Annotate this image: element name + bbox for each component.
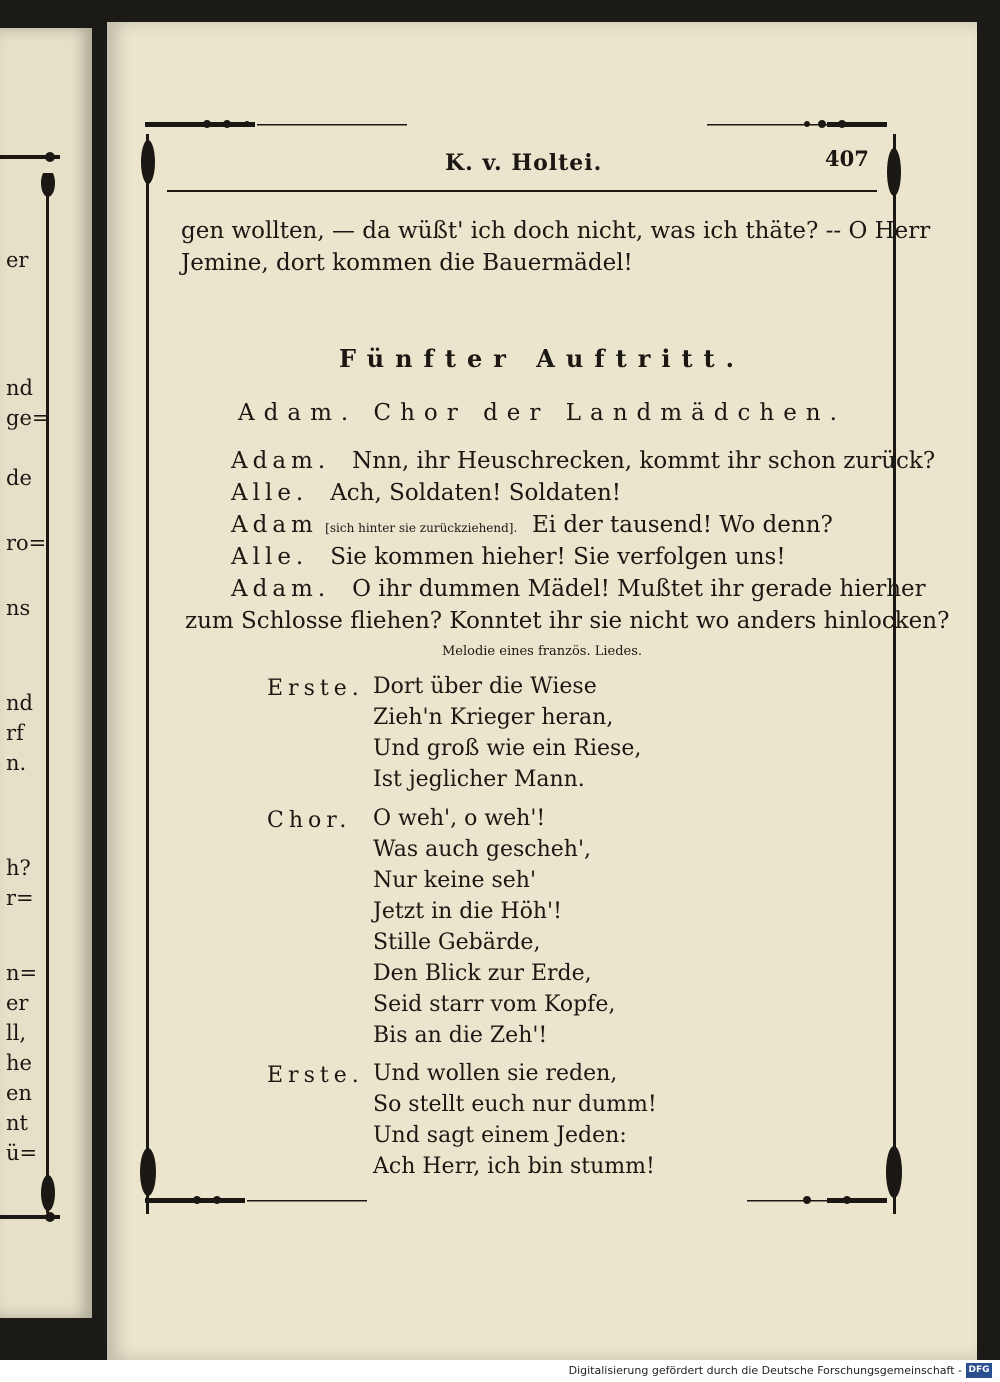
page-number: 407	[825, 146, 869, 171]
left-fragment: rf	[6, 721, 24, 745]
stage-direction: [sich hinter sie zurückziehend].	[325, 521, 518, 535]
left-fragment: ge=	[6, 406, 50, 430]
digitization-footer	[0, 1360, 1000, 1382]
left-fragment: ll,	[6, 1021, 27, 1045]
left-fragment: er	[6, 991, 29, 1015]
speaker-name: Adam.	[231, 448, 331, 474]
dialogue-text: Ach, Soldaten! Soldaten!	[330, 480, 622, 506]
left-fragment: nt	[6, 1111, 28, 1135]
song-line: Ach Herr, ich bin stumm!	[373, 1154, 655, 1179]
song-line: Was auch gescheh',	[373, 837, 591, 862]
scene-characters: Adam. Chor der Landmädchen.	[238, 400, 846, 426]
song-line: O weh', o weh'!	[373, 806, 546, 831]
dialogue-line	[231, 578, 926, 601]
song-speaker: Erste.	[267, 676, 364, 701]
speaker-name: Adam	[231, 512, 318, 538]
dialogue-text: Sie kommen hieher! Sie verfolgen uns!	[330, 544, 786, 570]
dialogue-text: O ihr dummen Mädel! Mußtet ihr gerade hierher	[352, 576, 926, 602]
dialogue-line	[231, 450, 935, 473]
song-line: Ist jeglicher Mann.	[373, 767, 585, 792]
funding-credit: Digitalisierung gefördert durch die Deutsche Forschungsgemeinschaft -	[568, 1364, 962, 1377]
song-line: So stellt euch nur dumm!	[373, 1092, 657, 1117]
left-ornament-rule-top	[0, 148, 60, 166]
left-fragment: ü=	[6, 1141, 38, 1165]
speaker-name: Alle.	[231, 544, 309, 570]
left-fragment: h?	[6, 856, 31, 880]
left-facing-page	[0, 28, 92, 1318]
song-speaker: Erste.	[267, 1063, 364, 1088]
dialogue-text: Nnn, ihr Heuschrecken, kommt ihr schon zurück?	[352, 448, 936, 474]
left-fragment: n=	[6, 961, 38, 985]
book-page	[107, 22, 977, 1360]
text-line: gen wollten, — da wüßt' ich doch nicht, was ich thäte? -- O Herr	[181, 218, 931, 244]
song-line: Jetzt in die Höh'!	[373, 899, 562, 924]
left-fragment: r=	[6, 886, 34, 910]
song-line: Zieh'n Krieger heran,	[373, 705, 614, 730]
song-line: Und groß wie ein Riese,	[373, 736, 642, 761]
dfg-logo: DFG	[966, 1363, 992, 1378]
left-fragment: ro=	[6, 531, 47, 555]
left-fragment: ns	[6, 596, 31, 620]
song-line: Und sagt einem Jeden:	[373, 1123, 627, 1148]
scene-title: Fünfter Auftritt.	[339, 344, 745, 373]
dialogue-line	[231, 514, 833, 537]
left-fragment: de	[6, 466, 32, 490]
dialogue-text: Ei der tausend! Wo denn?	[531, 512, 833, 538]
song-speaker: Chor.	[267, 808, 352, 833]
dialogue-line	[231, 482, 621, 505]
song-line: Nur keine seh'	[373, 868, 537, 893]
left-fragment: nd	[6, 691, 33, 715]
text-line: Jemine, dort kommen die Bauermädel!	[181, 250, 633, 276]
song-line: Bis an die Zeh'!	[373, 1023, 548, 1048]
left-fragment: he	[6, 1051, 32, 1075]
song-line: Stille Gebärde,	[373, 930, 541, 955]
left-fragment: n.	[6, 751, 27, 775]
melody-note: Melodie eines französ. Liedes.	[441, 644, 643, 659]
running-head-author: K. v. Holtei.	[445, 150, 603, 176]
left-fragment: nd	[6, 376, 33, 400]
dialogue-continuation: zum Schlosse fliehen? Konntet ihr sie nicht wo anders hinlocken?	[185, 608, 950, 634]
left-fragment: er	[6, 248, 29, 272]
dialogue-line	[231, 546, 786, 569]
left-vine-border	[40, 173, 56, 1213]
song-line: Dort über die Wiese	[373, 674, 597, 699]
song-line: Und wollen sie reden,	[373, 1061, 618, 1086]
left-ornament-rule-bottom	[0, 1208, 60, 1226]
speaker-name: Alle.	[231, 480, 309, 506]
song-line: Seid starr vom Kopfe,	[373, 992, 616, 1017]
left-fragment: en	[6, 1081, 32, 1105]
song-line: Den Blick zur Erde,	[373, 961, 592, 986]
speaker-name: Adam.	[231, 576, 331, 602]
